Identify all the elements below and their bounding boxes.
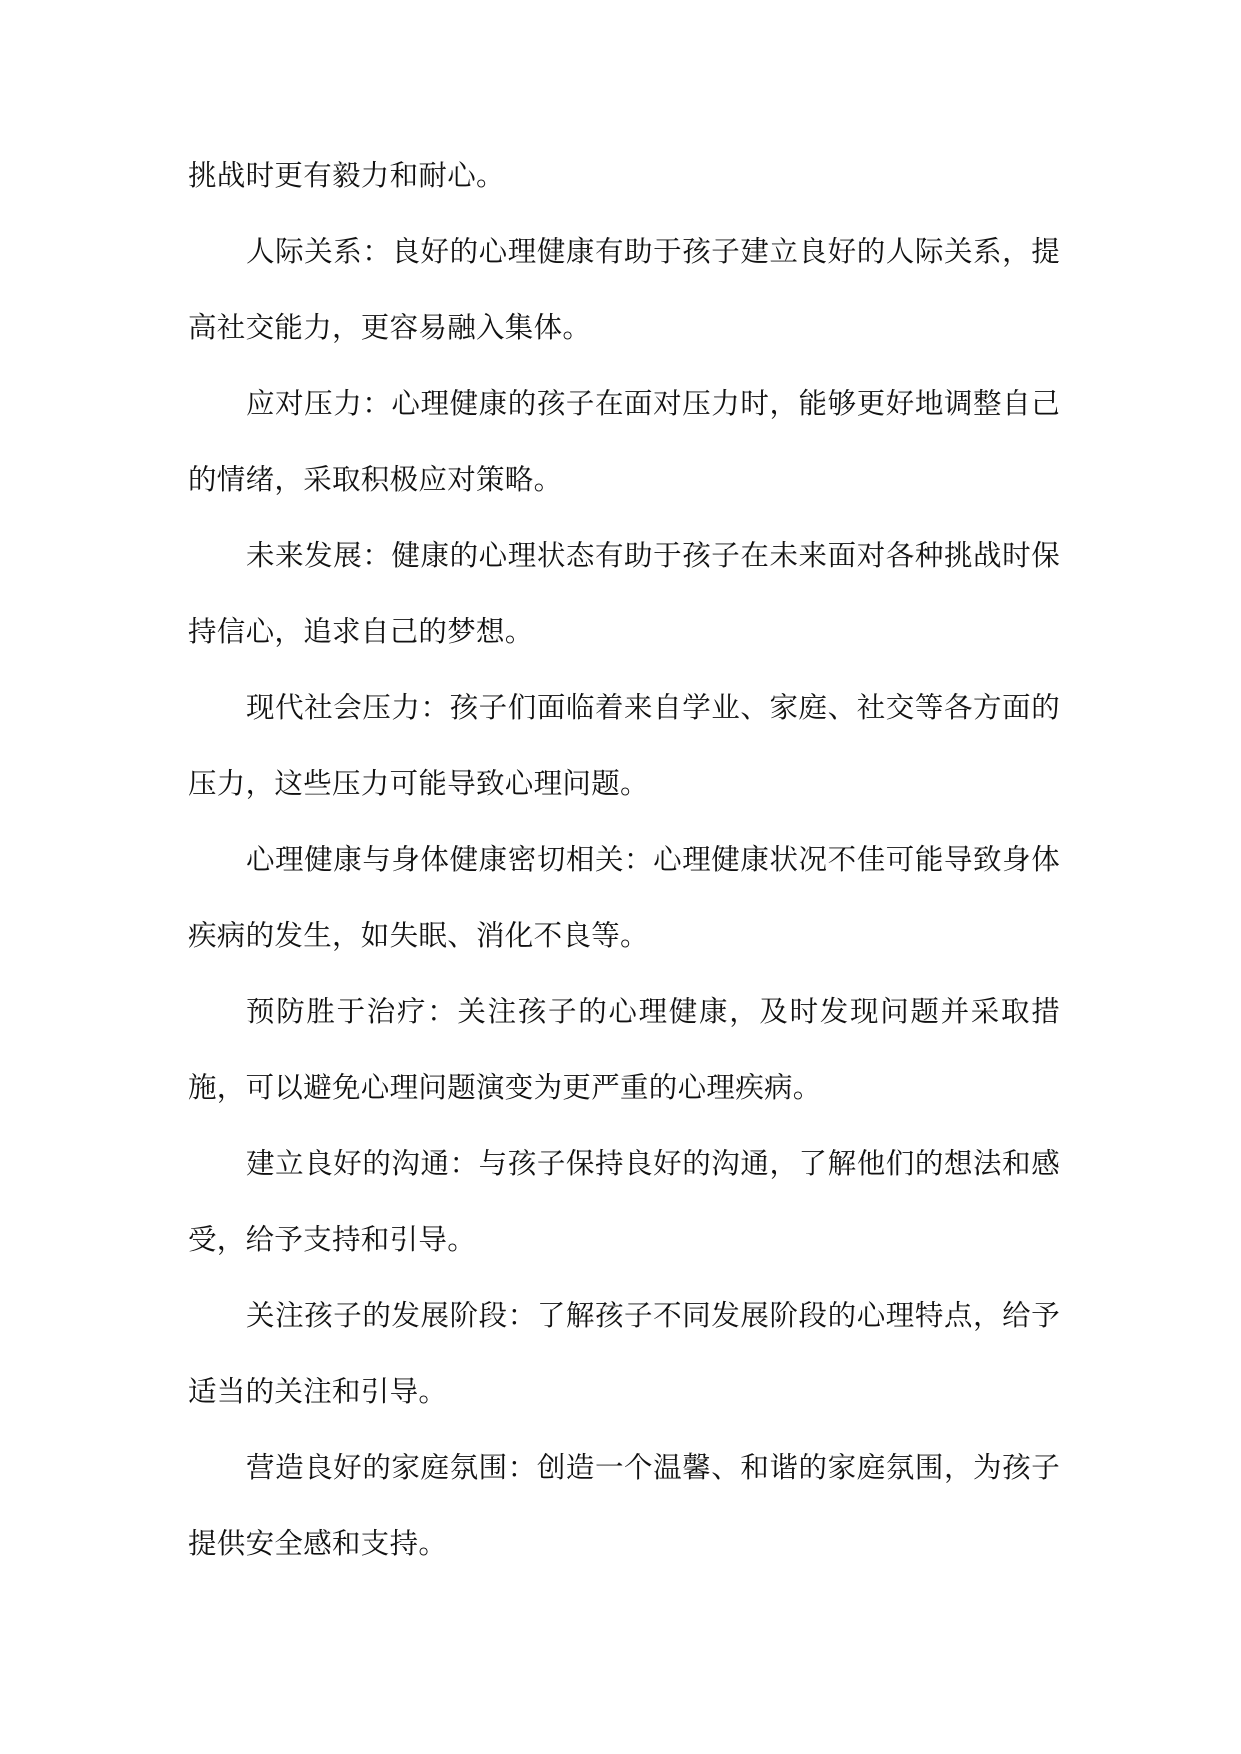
document-page: [188, 138, 1060, 1582]
paragraph-future-development: 未来发展：健康的心理状态有助于孩子在未来面对各种挑战时保持信心，追求自己的梦想。: [188, 539, 1060, 648]
paragraph-prevention: 预防胜于治疗：关注孩子的心理健康，及时发现问题并采取措施，可以避免心理问题演变为更严重的心理疾病。: [188, 995, 1060, 1104]
paragraph-interpersonal-relations: 人际关系：良好的心理健康有助于孩子建立良好的人际关系，提高社交能力，更容易融入集体。: [188, 235, 1060, 344]
paragraph-mind-body-health: 心理健康与身体健康密切相关：心理健康状况不佳可能导致身体疾病的发生，如失眠、消化不良等。: [188, 843, 1060, 952]
paragraph-family-atmosphere: 营造良好的家庭氛围：创造一个温馨、和谐的家庭氛围，为孩子提供安全感和支持。: [188, 1451, 1060, 1560]
paragraph-good-communication: 建立良好的沟通：与孩子保持良好的沟通，了解他们的想法和感受，给予支持和引导。: [188, 1147, 1060, 1256]
paragraph-coping-with-pressure: 应对压力：心理健康的孩子在面对压力时，能够更好地调整自己的情绪，采取积极应对策略。: [188, 387, 1060, 496]
paragraph-development-stages: 关注孩子的发展阶段：了解孩子不同发展阶段的心理特点，给予适当的关注和引导。: [188, 1299, 1060, 1408]
paragraph-continuation: 挑战时更有毅力和耐心。: [188, 159, 505, 192]
paragraph-modern-social-pressure: 现代社会压力：孩子们面临着来自学业、家庭、社交等各方面的压力，这些压力可能导致心理问题。: [188, 691, 1060, 800]
